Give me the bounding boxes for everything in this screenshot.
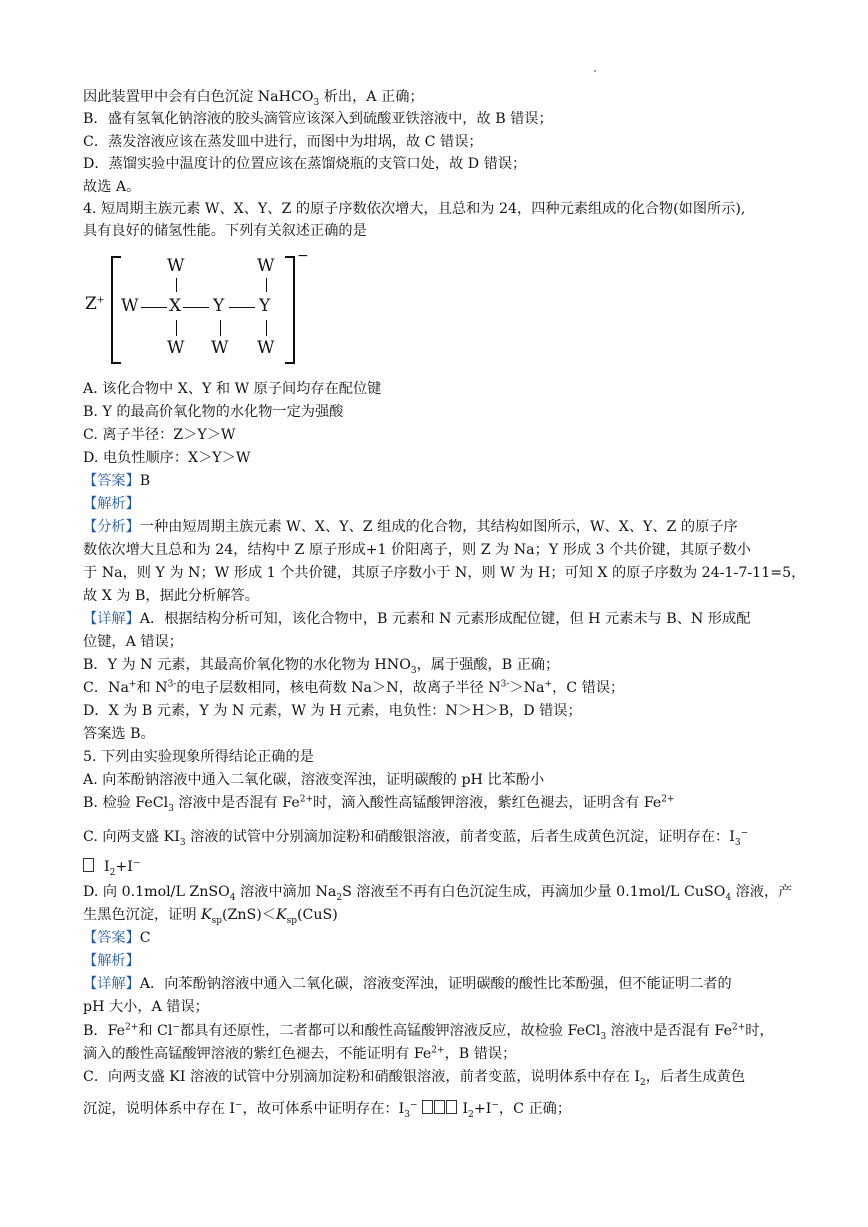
option-c: C. 离子半径：Z＞Y＞W — [83, 427, 236, 443]
bond — [176, 320, 177, 336]
text-line: 数依次增大且总和为 24，结构中 Z 原子形成+1 价阳离子，则 Z 为 Na；Y 形成 3 个共价键，其原子数小 — [83, 542, 751, 558]
answer-tag: 【答案】 — [83, 930, 140, 946]
bracket-tick — [111, 256, 121, 258]
equilibrium-glyph — [83, 858, 94, 872]
text-line: B．盛有氢氧化钠溶液的胶头滴管应该深入到硫酸亚铁溶液中，故 B 错误； — [83, 111, 553, 127]
right-bracket — [293, 256, 295, 364]
bracket-charge: − — [297, 248, 309, 264]
bond — [229, 307, 255, 308]
bond — [141, 307, 167, 308]
w-atom: W — [211, 338, 229, 358]
text-line: B．$Fe^{2+}$和 Cl−都具有还原性，二者都可以和酸性高锰酸钾溶液反应，故检验 FeCl$_3$ 溶液中是否混有 $Fe^{2+}$时， — [83, 1022, 774, 1042]
stray-dot — [594, 70, 596, 72]
option-c: C. 向两支盛 $KI_3$ 溶液的试管中分别滴加淀粉和硝酸银溶液，前者变蓝，后者生成黄色沉淀，证明存在：$I_3^-$ — [83, 828, 749, 848]
option-a: A. 向苯酚钠溶液中通入二氧化碳，溶液变浑浊，证明碳酸的 pH 比苯酚小 — [83, 772, 545, 788]
analysis-tag: 【解析】 — [83, 953, 140, 969]
text-line: 滴入的酸性高锰酸钾溶液的紫红色褪去，不能证明有 $Fe^{2+}$，B 错误； — [83, 1045, 517, 1062]
option-d: D. 电负性顺序：X＞Y＞W — [83, 450, 251, 466]
answer-value: C — [139, 930, 151, 946]
left-bracket — [111, 256, 113, 364]
bond — [176, 278, 177, 292]
text-line: 【分析】一种由短周期主族元素 W、X、Y、Z 组成的化合物，其结构如图所示，W、X、Y、Z 的原子序 — [83, 519, 738, 535]
equilibrium-glyph — [446, 1100, 457, 1114]
answer-tag: 【答案】 — [83, 473, 140, 489]
answer-line — [83, 929, 151, 947]
w-atom: W — [257, 338, 275, 358]
text-line: 答案选 B。 — [83, 726, 155, 742]
text-line: 【详解】A．根据结构分析可知，该化合物中，B 元素和 N 元素形成配位键，但 H 元素未与 B、N 形成配 — [83, 611, 751, 627]
text-line: 于 Na，则 Y 为 N；W 形成 1 个共价键，其原子序数小于 N，则 W 为 H；可知 X 的原子序数为 24-1-7-11=5， — [83, 565, 806, 581]
bracket-tick — [111, 362, 121, 364]
bond — [266, 278, 267, 292]
question-5-stem: 5. 下列由实验现象所得结论正确的是 — [83, 749, 314, 765]
equilibrium-glyph — [422, 1100, 433, 1114]
question-4-stem: 4. 短周期主族元素 W、X、Y、Z 的原子序数依次增大，且总和为 24，四种元素组成的化合物(如图所示), — [83, 201, 746, 217]
z-atom: Z+ — [85, 294, 105, 314]
text-line: C．Na+和 $N^{3-}$的电子层数相同，核电荷数 Na＞N，故离子半径 $N^{3-}>Na^+$，C 错误； — [83, 679, 625, 696]
option-b: B. 检验 FeCl$_3$ 溶液中是否混有 $Fe^{2+}$时，滴入酸性高锰酸钾溶液，紫红色褪去，证明含有 $Fe^{2+}$ — [83, 794, 675, 814]
compound-structure-diagram — [83, 250, 323, 370]
text-line: 【详解】A．向苯酚钠溶液中通入二氧化碳，溶液变浑浊，证明碳酸的酸性比苯酚强，但不能证明二者的 — [83, 976, 732, 992]
text-line: 因此装置甲中会有白色沉淀 NaHCO$_3$ 析出，A 正确； — [83, 89, 424, 108]
y-atom: Y — [259, 296, 271, 316]
option-c-cont: $I_2+I^-$ — [83, 858, 140, 876]
y-atom: Y — [213, 296, 225, 316]
text-line: D．X 为 B 元素，Y 为 N 元素，W 为 H 元素，电负性：N＞H＞B，D 错误； — [83, 703, 582, 719]
x-atom: X — [169, 296, 182, 316]
question-4-stem: 具有良好的储氢性能。下列有关叙述正确的是 — [83, 223, 367, 239]
bracket-tick — [285, 256, 295, 258]
option-a: A. 该化合物中 X、Y 和 W 原子间均存在配位键 — [83, 381, 382, 397]
bond — [220, 320, 221, 336]
bond — [183, 307, 209, 308]
text-line: 故选 A。 — [83, 179, 141, 195]
text-line: 沉淀，说明体系中存在 I−，故可体系中证明存在：$I_3^-$ $I_2+I^-$，C 正确； — [83, 1100, 572, 1120]
w-atom: W — [167, 256, 185, 276]
w-atom: W — [257, 256, 275, 276]
text-line: C．蒸发溶液应该在蒸发皿中进行，而图中为坩埚，故 C 错误； — [83, 134, 483, 150]
text-line: B．Y 为 N 元素，其最高价氧化物的水化物为 $HNO_3$，属于强酸，B 正确； — [83, 657, 560, 676]
text-line: 故 X 为 B，据此分析解答。 — [83, 588, 259, 604]
text-line: D．蒸馏实验中温度计的位置应该在蒸馏烧瓶的支管口处，故 D 错误； — [83, 156, 527, 172]
w-atom: W — [121, 296, 139, 316]
answer-value: B — [139, 473, 151, 489]
bracket-tick — [285, 362, 295, 364]
w-atom: W — [167, 338, 185, 358]
text-line: pH 大小，A 错误； — [83, 999, 209, 1015]
answer-line — [83, 472, 150, 490]
option-b: B. Y 的最高价氧化物的水化物一定为强酸 — [83, 404, 344, 420]
equilibrium-glyph — [434, 1100, 445, 1114]
analysis-tag: 【解析】 — [83, 496, 140, 512]
option-d: D. 向 0.1mol/L ZnSO$_4$ 溶液中滴加 $Na_2S$ 溶液至不再有白色沉淀生成，再滴加少量 0.1mol/L CuSO$_4$ 溶液，产 — [83, 884, 793, 903]
option-d-cont: 生黑色沉淀，证明 $K_{sp}(ZnS)<K_{sp}(CuS)$ — [83, 907, 338, 926]
text-line: C．向两支盛 KI 溶液的试管中分别滴加淀粉和硝酸银溶液，前者变蓝，说明体系中存在 $I_2$，后者生成黄色 — [83, 1069, 746, 1088]
bond — [266, 320, 267, 336]
text-line: 位键，A 错误； — [83, 634, 183, 650]
